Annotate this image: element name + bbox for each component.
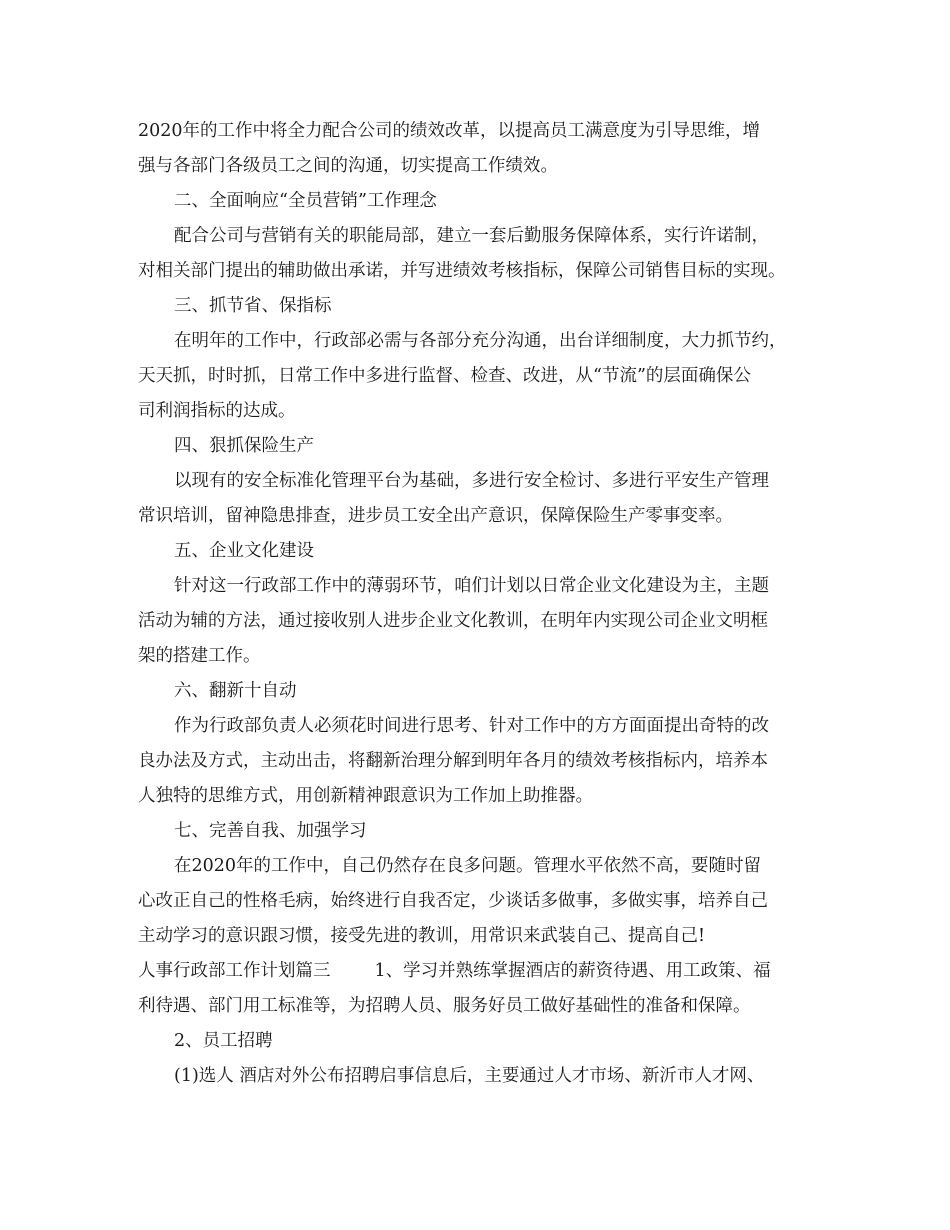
section-heading-2: 二、全面响应“全员营销”工作理念 [174, 191, 437, 211]
body-text-line: 人独特的思维方式，用创新精神跟意识为工作加上助推器。 [138, 786, 593, 806]
body-text-line: 强与各部门各级员工之间的沟通，切实提高工作绩效。 [138, 156, 558, 176]
body-text-line: 天天抓，时时抓，日常工作中多进行监督、检查、改进，从“节流”的层面确保公 [138, 366, 751, 386]
section-title-line [138, 954, 828, 988]
body-text-line: 2020年的工作中将全力配合公司的绩效改革，以提高员工满意度为引导思维，增 [138, 121, 761, 141]
subsection-heading: 2、员工招聘 [174, 1031, 273, 1051]
body-text-line: 良办法及方式，主动出击，将翻新治理分解到明年各月的绩效考核指标内，培养本 [138, 751, 768, 771]
body-text-line: 作为行政部负责人必须花时间进行思考、针对工作中的方方面面提出奇特的改 [174, 716, 769, 736]
section-heading-4: 四、狠抓保险生产 [174, 436, 314, 456]
body-text-line: 常识培训，留神隐患排查，进步员工安全出产意识，保障保险生产零事变率。 [138, 506, 733, 526]
body-text-line: 主动学习的意识跟习惯，接受先进的教训，用常识来武装自己、提高自己! [138, 926, 706, 946]
body-text-line: 配合公司与营销有关的职能局部，建立一套后勤服务保障体系，实行许诺制， [174, 226, 769, 246]
section-heading-5: 五、企业文化建设 [174, 541, 314, 561]
body-text-line: 对相关部门提出的辅助做出承诺，并写进绩效考核指标，保障公司销售目标的实现。 [138, 261, 786, 281]
section-heading-7: 七、完善自我、加强学习 [174, 821, 367, 841]
section-heading-6: 六、翻新十自动 [174, 681, 297, 701]
body-text-line: 心改正自己的性格毛病，始终进行自我否定，少谈话多做事，多做实事，培养自己 [138, 891, 768, 911]
body-text-line: (1)选人 酒店对外公布招聘启事信息后，主要通过人才市场、新沂市人才网、 [174, 1066, 765, 1086]
body-text-line: 1、学习并熟练掌握酒店的薪资待遇、用工政策、福 [374, 961, 771, 981]
body-text-line: 司利润指标的达成。 [138, 401, 296, 421]
body-text-line: 架的搭建工作。 [138, 646, 261, 666]
body-text-line: 在2020年的工作中，自己仍然存在良多问题。管理水平依然不高，要随时留 [174, 856, 762, 876]
body-text-line: 利待遇、部门用工标准等，为招聘人员、服务好员工做好基础性的准备和保障。 [138, 996, 751, 1016]
body-text-line: 在明年的工作中，行政部必需与各部分充分沟通，出台详细制度，大力抓节约， [174, 331, 787, 351]
body-text-line: 针对这一行政部工作中的薄弱环节，咱们计划以日常企业文化建设为主，主题 [174, 576, 769, 596]
body-text-line: 活动为辅的方法，通过接收别人进步企业文化教训，在明年内实现公司企业文明框 [138, 611, 768, 631]
body-text-line: 以现有的安全标准化管理平台为基础，多进行安全检讨、多进行平安生产管理 [174, 471, 769, 491]
section-title: 人事行政部工作计划篇三 [138, 961, 331, 981]
section-heading-3: 三、抓节省、保指标 [174, 296, 332, 316]
